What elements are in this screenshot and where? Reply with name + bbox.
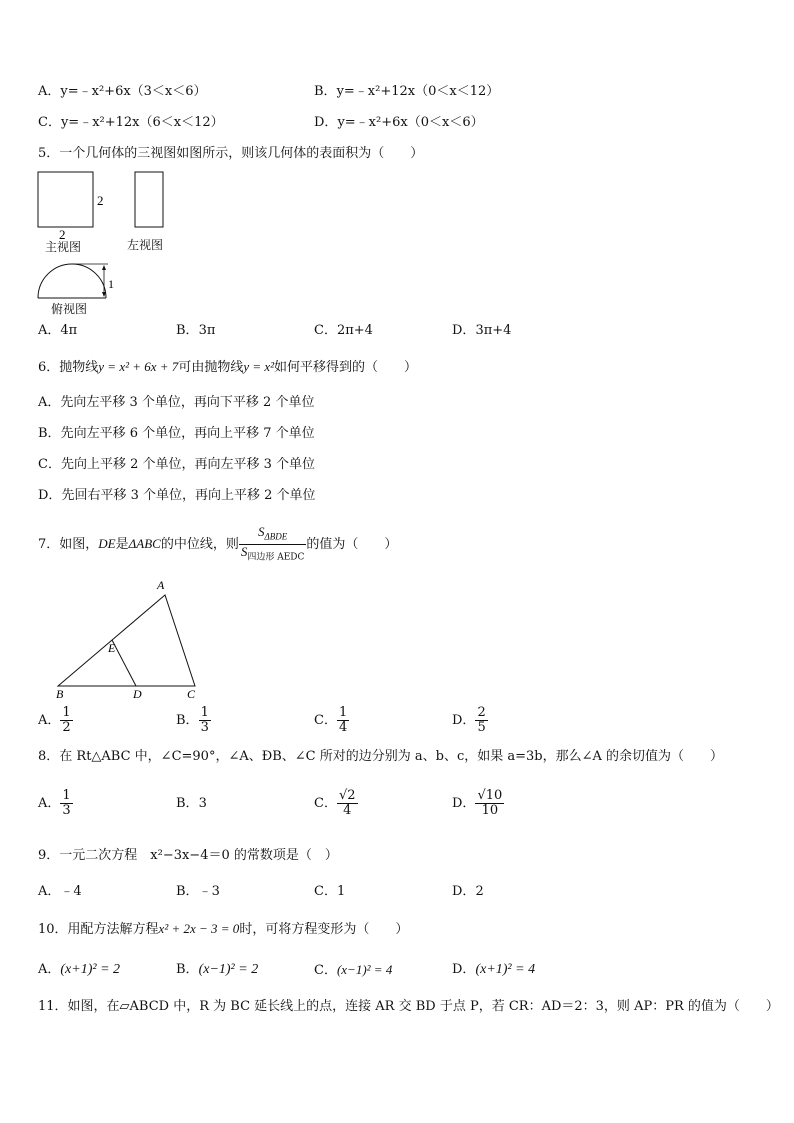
option-label: B．: [38, 426, 61, 441]
option-label: B．: [176, 884, 199, 899]
option-label: D．: [452, 962, 476, 977]
stem-text: 时，可将方程变形为（ ）: [239, 922, 409, 937]
option-label: D．: [452, 713, 476, 728]
option-label: A．: [38, 962, 61, 977]
stem-text: 6．抛物线: [38, 360, 99, 375]
option-label: A．: [38, 884, 61, 899]
q8-option-a[interactable]: [38, 785, 73, 823]
option-text: 先向左平移 6 个单位，再向上平移 7 个单位: [60, 426, 315, 441]
option-label: D．: [38, 488, 62, 503]
option-text: 1: [336, 884, 346, 899]
option-fraction: $\frac{2}{5}$: [477, 705, 486, 735]
option-label: B．: [314, 84, 337, 99]
option-text: (x−1)² = 2: [198, 962, 259, 977]
equation: x² + 2x − 3 = 0: [158, 921, 240, 936]
dim-radius-label: 1: [108, 277, 114, 291]
option-text: 3π: [198, 323, 216, 338]
q8-option-c[interactable]: [314, 785, 358, 823]
stem-text: 可由抛物线: [178, 360, 244, 375]
option-label: A．: [38, 395, 61, 410]
option-fraction: $\frac{1}{4}$: [338, 705, 348, 735]
option-label: C．: [314, 796, 337, 811]
equation: y = x² + 6x + 7: [98, 359, 179, 374]
q6-option-b[interactable]: [38, 425, 315, 443]
option-label: B．: [176, 796, 199, 811]
option-label: B．: [176, 323, 199, 338]
stem-text: 的中位线，则: [160, 537, 239, 552]
point-c-label: C: [187, 687, 196, 700]
point-a-label: A: [157, 578, 165, 592]
q4-option-b[interactable]: [314, 83, 499, 101]
option-text: 先回右平移 3 个单位，再向上平移 2 个单位: [61, 488, 316, 503]
option-fraction: $\frac{√10}{10}$: [477, 788, 503, 818]
point-d-label: D: [133, 687, 142, 700]
option-label: C．: [38, 457, 61, 472]
q6-option-c[interactable]: [38, 456, 315, 474]
triangle: ΔABC: [128, 536, 161, 551]
q8-stem: 8．在 Rt△ABC 中，∠C=90°，∠A、ÐB、∠C 所对的边分别为 a、b、c，如果 a=3b，那么∠A 的余切值为（ ）: [38, 749, 724, 764]
q9-option-d[interactable]: [452, 883, 484, 901]
q8-option-d[interactable]: [452, 785, 504, 823]
option-label: C．: [314, 713, 337, 728]
option-text: y=﹣x²+12x（6＜x＜12）: [60, 115, 224, 130]
q10-option-b[interactable]: [176, 961, 258, 979]
q6-option-d[interactable]: [38, 487, 316, 505]
segment: DE: [98, 536, 116, 551]
option-label: C．: [314, 884, 337, 899]
option-text: ﹣4: [60, 884, 82, 899]
front-view-square: [38, 172, 93, 227]
option-text: 3π+4: [475, 323, 512, 338]
option-text: 2: [475, 884, 484, 899]
q10-option-a[interactable]: [38, 961, 120, 979]
option-label: A．: [38, 796, 61, 811]
option-label: D．: [314, 115, 338, 130]
q7-option-a[interactable]: [38, 702, 73, 740]
option-label: C．: [314, 323, 337, 338]
stem-text: 如何平移得到的（ ）: [274, 360, 418, 375]
q10-option-c[interactable]: [314, 961, 392, 980]
option-label: D．: [452, 796, 476, 811]
option-text: 3: [198, 796, 207, 811]
option-text: 4π: [60, 323, 78, 338]
triangle-abc: [58, 595, 195, 686]
equation: y = x²: [243, 359, 275, 374]
point-b-label: B: [56, 687, 64, 700]
q5-option-d[interactable]: [452, 322, 511, 340]
option-fraction: $\frac{1}{3}$: [200, 705, 209, 735]
segment-de: [112, 640, 136, 686]
q8-option-b[interactable]: [176, 795, 207, 813]
q9-option-c[interactable]: [314, 883, 345, 901]
option-text: 2π+4: [336, 323, 373, 338]
area-ratio-fraction: $\frac{S_{\Delta BDE}}{S_{四边形 AEDC}}$: [240, 523, 305, 563]
q7-option-d[interactable]: [452, 702, 488, 740]
stem-text: 是: [115, 537, 129, 552]
option-fraction: $\frac{1}{3}$: [62, 788, 71, 818]
q4-option-a[interactable]: [38, 83, 207, 101]
q9-option-b[interactable]: [176, 883, 220, 901]
top-view-arc: [38, 264, 106, 298]
dim-height-label: 2: [97, 193, 104, 208]
option-label: A．: [38, 713, 61, 728]
dim-width-label: 2: [59, 227, 66, 242]
q10-stem: [38, 920, 408, 939]
option-text: 先向左平移 3 个单位，再向下平移 2 个单位: [60, 395, 315, 410]
stem-text: 10．用配方法解方程: [38, 922, 159, 937]
q5-stem: 5．一个几何体的三视图如图所示，则该几何体的表面积为（ ）: [38, 146, 424, 161]
q7-stem: [38, 524, 397, 565]
option-label: D．: [452, 884, 476, 899]
option-label: C．: [314, 963, 337, 978]
option-label: B．: [176, 962, 199, 977]
triangle-figure: [40, 570, 220, 700]
side-view-label: 左视图: [127, 238, 164, 252]
option-label: A．: [38, 323, 61, 338]
option-text: 先向上平移 2 个单位，再向左平移 3 个单位: [60, 457, 316, 472]
top-view-label: 俯视图: [51, 302, 88, 316]
option-text: y=﹣x²+6x（0＜x＜6）: [337, 115, 484, 130]
q5-option-a[interactable]: [38, 322, 77, 340]
stem-text: 7．如图，: [38, 537, 99, 552]
option-label: D．: [452, 323, 476, 338]
q7-option-b[interactable]: [176, 702, 211, 740]
option-text: (x−1)² = 4: [336, 962, 393, 977]
q6-stem: [38, 358, 417, 377]
front-view-label: 主视图: [45, 240, 82, 254]
option-text: y=﹣x²+12x（0＜x＜12）: [336, 84, 500, 99]
q7-option-c[interactable]: [314, 702, 349, 740]
q5-option-b[interactable]: [176, 322, 215, 340]
option-label: B．: [176, 713, 199, 728]
option-fraction: $\frac{√2}{4}$: [338, 788, 356, 818]
point-e-label: E: [108, 641, 116, 655]
option-fraction: $\frac{1}{2}$: [62, 705, 71, 735]
option-label: A．: [38, 84, 61, 99]
q6-option-a[interactable]: [38, 394, 314, 412]
option-label: C．: [38, 115, 61, 130]
option-text: ﹣3: [198, 884, 220, 899]
side-view-rect: [135, 172, 163, 227]
option-text: (x+1)² = 4: [475, 962, 536, 977]
stem-text: 的值为（ ）: [306, 537, 398, 552]
q11-stem: 11．如图，在▱ABCD 中，R 为 BC 延长线上的点，连接 AR 交 BD 于点 P，若 CR：AD＝2：3，则 AP：PR 的值为（ ）: [38, 999, 779, 1014]
q4-option-c[interactable]: [38, 114, 224, 132]
option-text: (x+1)² = 2: [60, 962, 121, 977]
q10-option-d[interactable]: [452, 961, 535, 979]
q9-stem: 9．一元二次方程 x²−3x−4＝0 的常数项是（ ）: [38, 848, 338, 863]
q9-option-a[interactable]: [38, 883, 82, 901]
q4-option-d[interactable]: [314, 114, 484, 132]
option-text: y=﹣x²+6x（3＜x＜6）: [60, 84, 207, 99]
q5-option-c[interactable]: [314, 322, 373, 340]
